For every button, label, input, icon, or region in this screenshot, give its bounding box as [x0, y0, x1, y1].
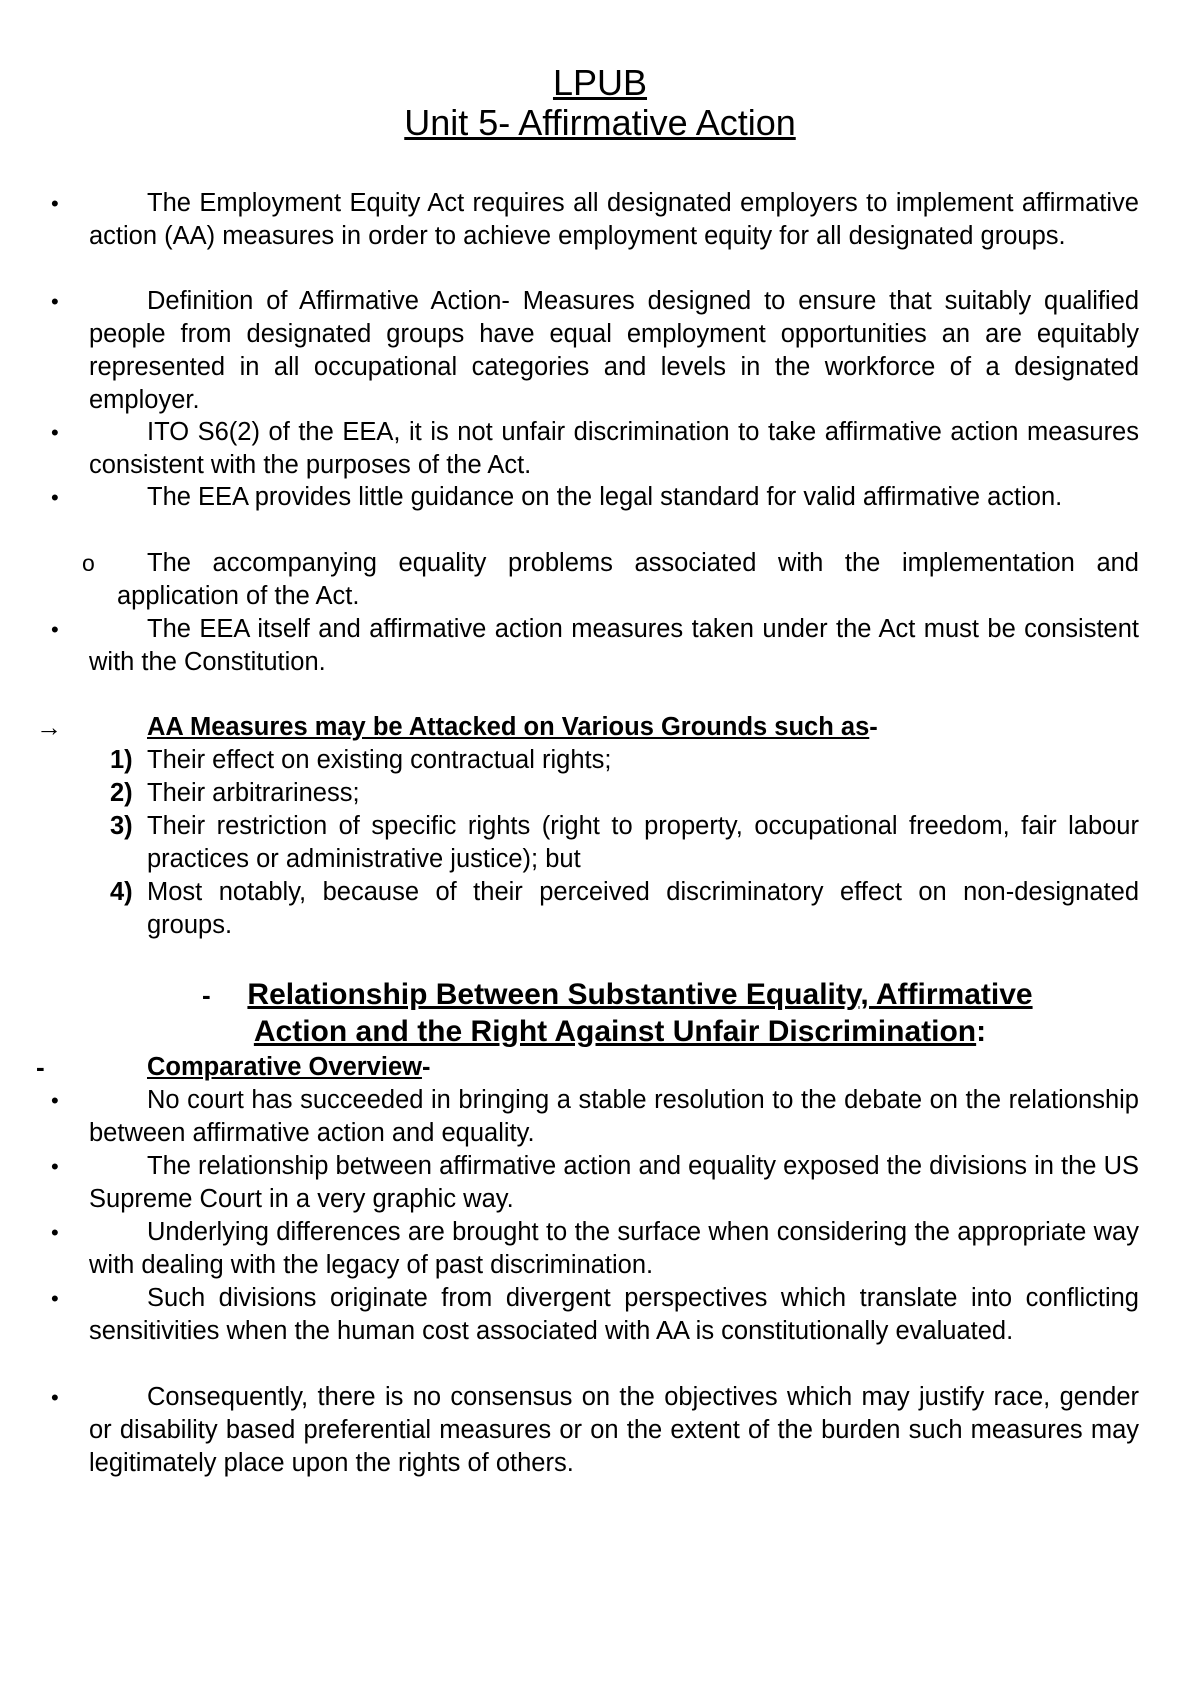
dash-marker: -	[202, 980, 211, 1010]
bullet-icon: •	[51, 1286, 59, 1311]
bullet-text: Definition of Affirmative Action- Measures designed to ensure that suitably qualified people from designated groups have equal employment opportunities an are equitably represented in all occupational categories and levels in the workforce of a designated employer.	[89, 287, 1139, 414]
bullet-icon: •	[51, 1154, 59, 1179]
bullet-text: No court has succeeded in bringing a stable resolution to the debate on the relationship between affirmative action and equality.	[89, 1086, 1139, 1147]
relationship-heading-line2: Action and the Right Against Unfair Discrimination:	[253, 1015, 987, 1048]
list-item	[89, 1150, 1139, 1216]
list-item	[89, 1084, 1139, 1150]
bullet-text: Such divisions originate from divergent perspectives which translate into conflicting sensitivities when the human cost associated with AA is constitutionally evaluated.	[89, 1284, 1139, 1345]
bullet-icon: •	[51, 1088, 59, 1113]
list-number: 4)	[110, 878, 133, 906]
grounds-item: Most notably, because of their perceived discriminatory effect on non-designated groups.	[147, 878, 1139, 939]
grounds-item: Their effect on existing contractual rights;	[147, 746, 612, 774]
bullet-icon: •	[51, 617, 59, 642]
list-number: 3)	[110, 812, 133, 840]
bullet-icon: •	[51, 191, 59, 216]
sub-bullet-icon: o	[82, 550, 95, 576]
list-number: 1)	[110, 746, 133, 774]
list-item	[89, 285, 1139, 417]
bullet-text: The Employment Equity Act requires all designated employers to implement affirmative action (AA) measures in order to achieve employment equity for all designated groups.	[89, 189, 1139, 250]
page-title: LPUB	[552, 62, 648, 103]
list-item	[89, 613, 1139, 679]
list-item	[89, 1381, 1139, 1480]
arrow-icon: →	[36, 712, 62, 742]
list-number: 2)	[110, 779, 133, 807]
list-item	[89, 1282, 1139, 1348]
list-item	[89, 481, 1139, 514]
bullet-icon: •	[51, 420, 59, 445]
bullet-icon: •	[51, 1220, 59, 1245]
bullet-icon: •	[51, 289, 59, 314]
bullet-text: The EEA itself and affirmative action measures taken under the Act must be consistent with the Constitution.	[89, 615, 1139, 676]
bullet-text: The relationship between affirmative action and equality exposed the divisions in the US Supreme Court in a very graphic way.	[89, 1152, 1139, 1213]
dash-marker: -	[36, 1052, 45, 1082]
grounds-item: Their arbitrariness;	[147, 779, 360, 807]
comparative-overview-heading: Comparative Overview-	[147, 1053, 431, 1081]
list-item	[89, 187, 1139, 253]
list-item	[89, 1216, 1139, 1282]
relationship-heading-line1: Relationship Between Substantive Equality, Affirmative	[247, 978, 1033, 1011]
bullet-text: The EEA provides little guidance on the legal standard for valid affirmative action.	[147, 483, 1063, 511]
list-item	[89, 416, 1139, 482]
grounds-item: Their restriction of specific rights (right to property, occupational freedom, fair labour practices or administrative justice); but	[147, 812, 1139, 873]
sub-bullet-text: The accompanying equality problems associated with the implementation and application of the Act.	[117, 549, 1139, 610]
bullet-icon: •	[51, 485, 59, 510]
grounds-heading: AA Measures may be Attacked on Various Grounds such as-	[147, 713, 878, 741]
bullet-text: Underlying differences are brought to the surface when considering the appropriate way with dealing with the legacy of past discrimination.	[89, 1218, 1139, 1279]
page-subtitle: Unit 5- Affirmative Action	[404, 102, 796, 143]
sub-list-item	[117, 547, 1139, 613]
bullet-icon: •	[51, 1385, 59, 1410]
bullet-text: Consequently, there is no consensus on the objectives which may justify race, gender or disability based preferential measures or on the extent of the burden such measures may legitimately place upon the rights of others.	[89, 1383, 1139, 1477]
bullet-text: ITO S6(2) of the EEA, it is not unfair discrimination to take affirmative action measures consistent with the purposes of the Act.	[89, 418, 1139, 479]
